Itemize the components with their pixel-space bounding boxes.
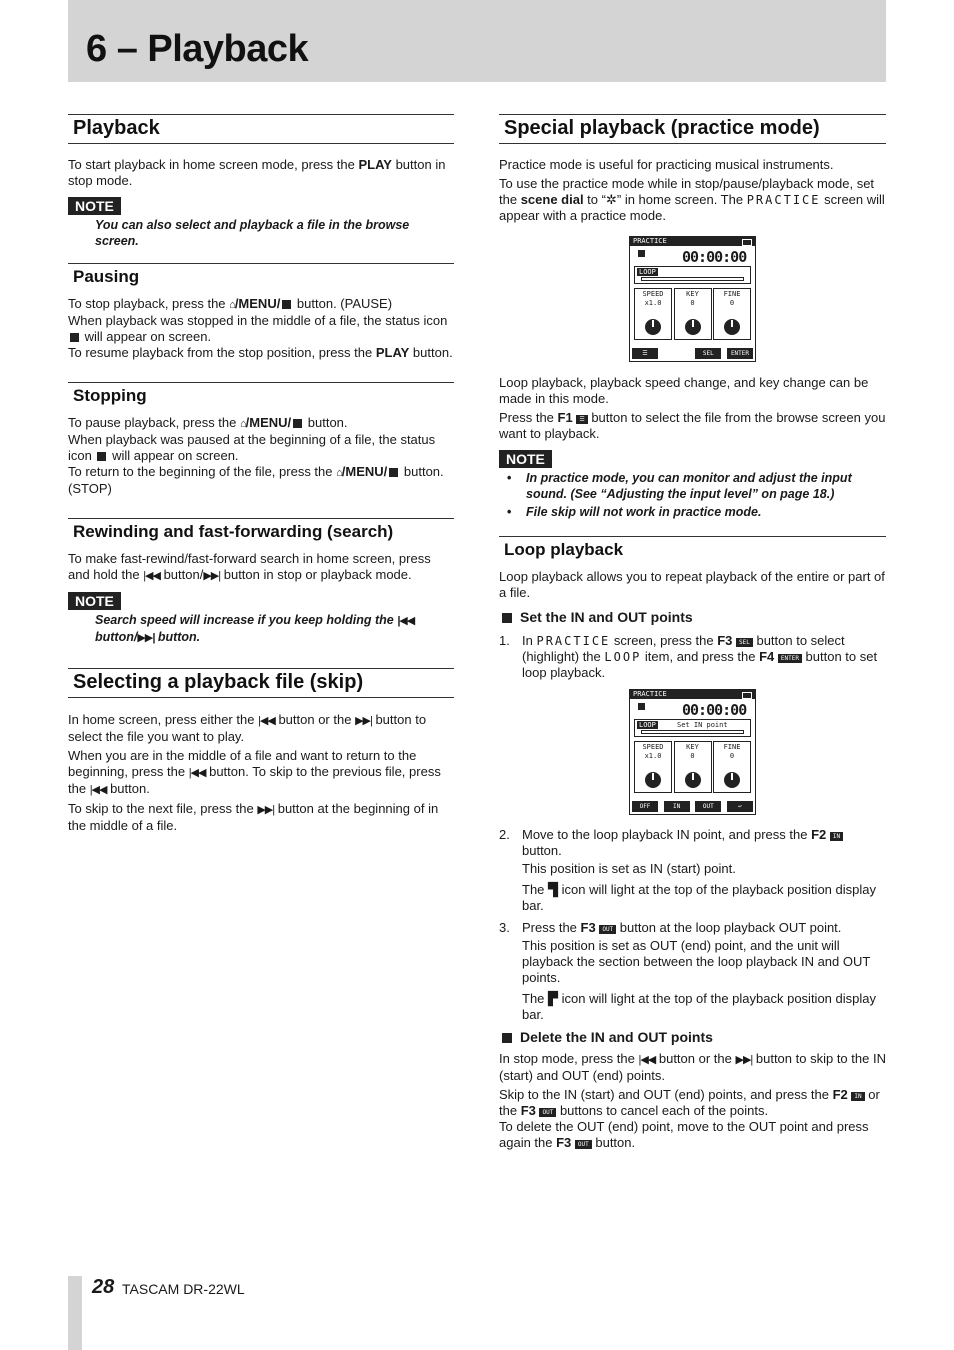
loop-row: LOOP [634, 266, 751, 284]
f2-in-button[interactable]: IN [664, 801, 690, 812]
pausing-p2: When playback was stopped in the middle of a file, the status icon will appear on screen. [68, 313, 448, 344]
f1-list-button[interactable]: ☰ [632, 348, 658, 359]
speed-knob: SPEED x1.0 [634, 288, 672, 340]
step-2: 2. Move to the loop playback IN point, and press the F2 IN button. This position is set as IN (start) point. The ▜ icon will light at the top of the playback position display bar. [499, 827, 876, 913]
skip-back-icon: |◀◀ [89, 784, 107, 796]
delete-p3: To delete the OUT (end) point, move to the OUT point and press again the F3 OUT button. [499, 1119, 869, 1150]
playback-text: To start playback in home screen mode, press the PLAY button in stop mode. [68, 157, 446, 188]
stop-status-icon [638, 703, 645, 710]
step-3: 3. Press the F3 OUT button at the loop playback OUT point. This position is set as OUT (end) point, and the unit will playback the section between the loop playback IN and OUT points. The ▛ icon will light at the top of the playback position display bar. [499, 920, 876, 1022]
selecting-p3: To skip to the next file, press the ▶▶| button at the beginning of in the middle of a file. [68, 801, 439, 833]
time-counter: 00:00:00 [682, 701, 747, 719]
knob-icon [645, 772, 661, 788]
home-icon: ⌂ [336, 467, 342, 479]
home-icon: ⌂ [229, 299, 235, 311]
in-icon: IN [851, 1092, 864, 1101]
stop-icon [293, 419, 302, 428]
section-stopping [68, 382, 454, 497]
knob-icon [685, 319, 701, 335]
screen-header: PRACTICE [630, 690, 755, 699]
note-label: NOTE [68, 592, 121, 610]
gear-icon: ✲ [605, 192, 617, 207]
in-marker-icon: ▜ [548, 882, 559, 897]
subheading-set-points: Set the IN and OUT points [499, 609, 886, 625]
steps-list-cont [499, 827, 886, 1023]
stop-status-icon [638, 250, 645, 257]
skip-back-icon: |◀◀ [143, 570, 160, 582]
enter-icon: ENTER [778, 654, 802, 663]
heading-special: Special playback (practice mode) [499, 115, 886, 144]
stopping-p1: To pause playback, press the ⌂/MENU/ button. [68, 415, 348, 430]
f3-out-button[interactable]: OUT [695, 801, 721, 812]
section-selecting [68, 668, 454, 834]
pausing-p1: To stop playback, press the ⌂/MENU/ button. (PAUSE) [68, 296, 393, 311]
left-column [68, 114, 454, 834]
heading-stopping: Stopping [73, 386, 147, 405]
knob-icon [685, 772, 701, 788]
note-text: Search speed will increase if you keep holding the |◀◀ button/▶▶| button. [95, 613, 415, 644]
bullet-icon [502, 1033, 512, 1043]
subheading-delete-points: Delete the IN and OUT points [499, 1029, 886, 1045]
delete-p1: In stop mode, press the |◀◀ button or the ▶▶| button to skip to the IN (start) and OUT (end) points. [499, 1051, 886, 1083]
section-pausing [68, 263, 454, 361]
heading-pausing: Pausing [73, 267, 140, 286]
f2-blank [664, 348, 690, 359]
sel-icon: SEL [736, 638, 753, 647]
skip-back-icon: |◀◀ [258, 715, 275, 727]
key-knob: KEY 0 [674, 741, 712, 793]
note-list [499, 470, 886, 520]
special-p2: To use the practice mode while in stop/pause/playback mode, set the scene dial to “✲” in home screen. The PRACTICE screen will appear with a practice mode. [499, 176, 885, 223]
f1-off-button[interactable]: OFF [632, 801, 658, 812]
knob-icon [724, 319, 740, 335]
set-in-point-screen [629, 689, 756, 815]
page-tab [68, 1276, 82, 1350]
skip-back-icon: |◀◀ [188, 767, 206, 779]
note-label: NOTE [68, 197, 121, 215]
knob-icon [724, 772, 740, 788]
time-counter: 00:00:00 [682, 248, 747, 266]
skip-forward-icon: ▶▶| [355, 715, 372, 727]
skip-forward-icon: ▶▶| [257, 804, 275, 816]
home-icon: ⌂ [240, 418, 246, 430]
steps-list [499, 633, 886, 681]
skip-back-icon: |◀◀ [397, 615, 415, 627]
stop-status-icon [70, 333, 79, 342]
speed-knob: SPEED x1.0 [634, 741, 672, 793]
section-playback [68, 114, 454, 249]
out-icon: OUT [539, 1108, 556, 1117]
page-number: 28 [92, 1276, 115, 1298]
skip-forward-icon: ▶▶| [203, 570, 221, 582]
screen-header: PRACTICE [630, 237, 755, 246]
skip-back-icon: |◀◀ [638, 1054, 656, 1066]
step-1: 1. In PRACTICE screen, press the F3 SEL button to select (highlight) the LOOP item, and press the F4 ENTER button to set loop playback. [499, 633, 878, 680]
heading-selecting: Selecting a playback file (skip) [68, 669, 454, 698]
knob-icon [645, 319, 661, 335]
section-loop [499, 536, 886, 1151]
stop-status-icon [97, 452, 106, 461]
special-p1: Practice mode is useful for practicing musical instruments. [499, 157, 834, 172]
key-knob: KEY 0 [674, 288, 712, 340]
heading-loop: Loop playback [504, 540, 624, 559]
section-special [499, 114, 886, 520]
heading-playback: Playback [68, 115, 454, 144]
position-bar [641, 277, 744, 281]
practice-screen [629, 236, 756, 362]
chapter-title: 6 – Playback [86, 28, 309, 70]
battery-icon [742, 692, 752, 699]
out-icon: OUT [575, 1140, 592, 1149]
skip-forward-icon: ▶▶| [137, 632, 155, 644]
stopping-p2: When playback was paused at the beginning of a file, the status icon will appear on screen. [68, 432, 436, 463]
right-column [499, 114, 886, 1151]
battery-icon [742, 239, 752, 246]
fine-knob: FINE 0 [713, 288, 751, 340]
note-item: • In practice mode, you can monitor and adjust the input sound. (See “Adjusting the input level” on page 18.) [499, 470, 886, 502]
selecting-p1: In home screen, press either the |◀◀ button or the ▶▶| button to select the file you want to play. [68, 712, 427, 744]
out-icon: OUT [599, 925, 616, 934]
section-rewinding [68, 518, 454, 646]
f4-return-button[interactable]: ↩ [727, 801, 753, 812]
bullet-icon [502, 613, 512, 623]
note-text: You can also select and playback a file in the browse screen. [95, 218, 410, 248]
loop-p1: Loop playback allows you to repeat playback of the entire or part of a file. [499, 569, 885, 600]
position-bar [641, 730, 744, 734]
rewinding-p1: To make fast-rewind/fast-forward search in home screen, press and hold the |◀◀ button/▶▶| button in stop or playback mode. [68, 551, 431, 582]
loop-row: LOOP Set IN point [634, 719, 751, 737]
stopping-p3: To return to the beginning of the file, press the ⌂/MENU/ button. (STOP) [68, 464, 444, 496]
heading-rewinding: Rewinding and fast-forwarding (search) [73, 522, 394, 541]
note-label: NOTE [499, 450, 552, 468]
out-marker-icon: ▛ [548, 991, 559, 1006]
f3-sel-button[interactable]: SEL [695, 348, 721, 359]
delete-p2: Skip to the IN (start) and OUT (end) points, and press the F2 IN or the F3 OUT buttons to cancel each of the points. [499, 1087, 880, 1118]
special-p4: Press the F1 ☰ button to select the file from the browse screen you want to playback. [499, 410, 886, 441]
footer-brand: TASCAM DR-22WL [122, 1281, 245, 1297]
skip-forward-icon: ▶▶| [735, 1054, 753, 1066]
pausing-p3: To resume playback from the stop position, press the PLAY button. [68, 345, 453, 360]
selecting-p2: When you are in the middle of a file and want to return to the beginning, press the |◀◀ button. To skip to the previous file, press the |◀◀ button. [68, 748, 441, 796]
fine-knob: FINE 0 [713, 741, 751, 793]
special-p3: Loop playback, playback speed change, and key change can be made in this mode. [499, 375, 869, 406]
chapter-header [68, 0, 886, 82]
in-icon: IN [830, 832, 843, 841]
list-icon: ☰ [576, 415, 587, 424]
stop-icon [282, 300, 291, 309]
f4-enter-button[interactable]: ENTER [727, 348, 753, 359]
note-item: • File skip will not work in practice mode. [499, 504, 886, 520]
stop-icon [389, 468, 398, 477]
